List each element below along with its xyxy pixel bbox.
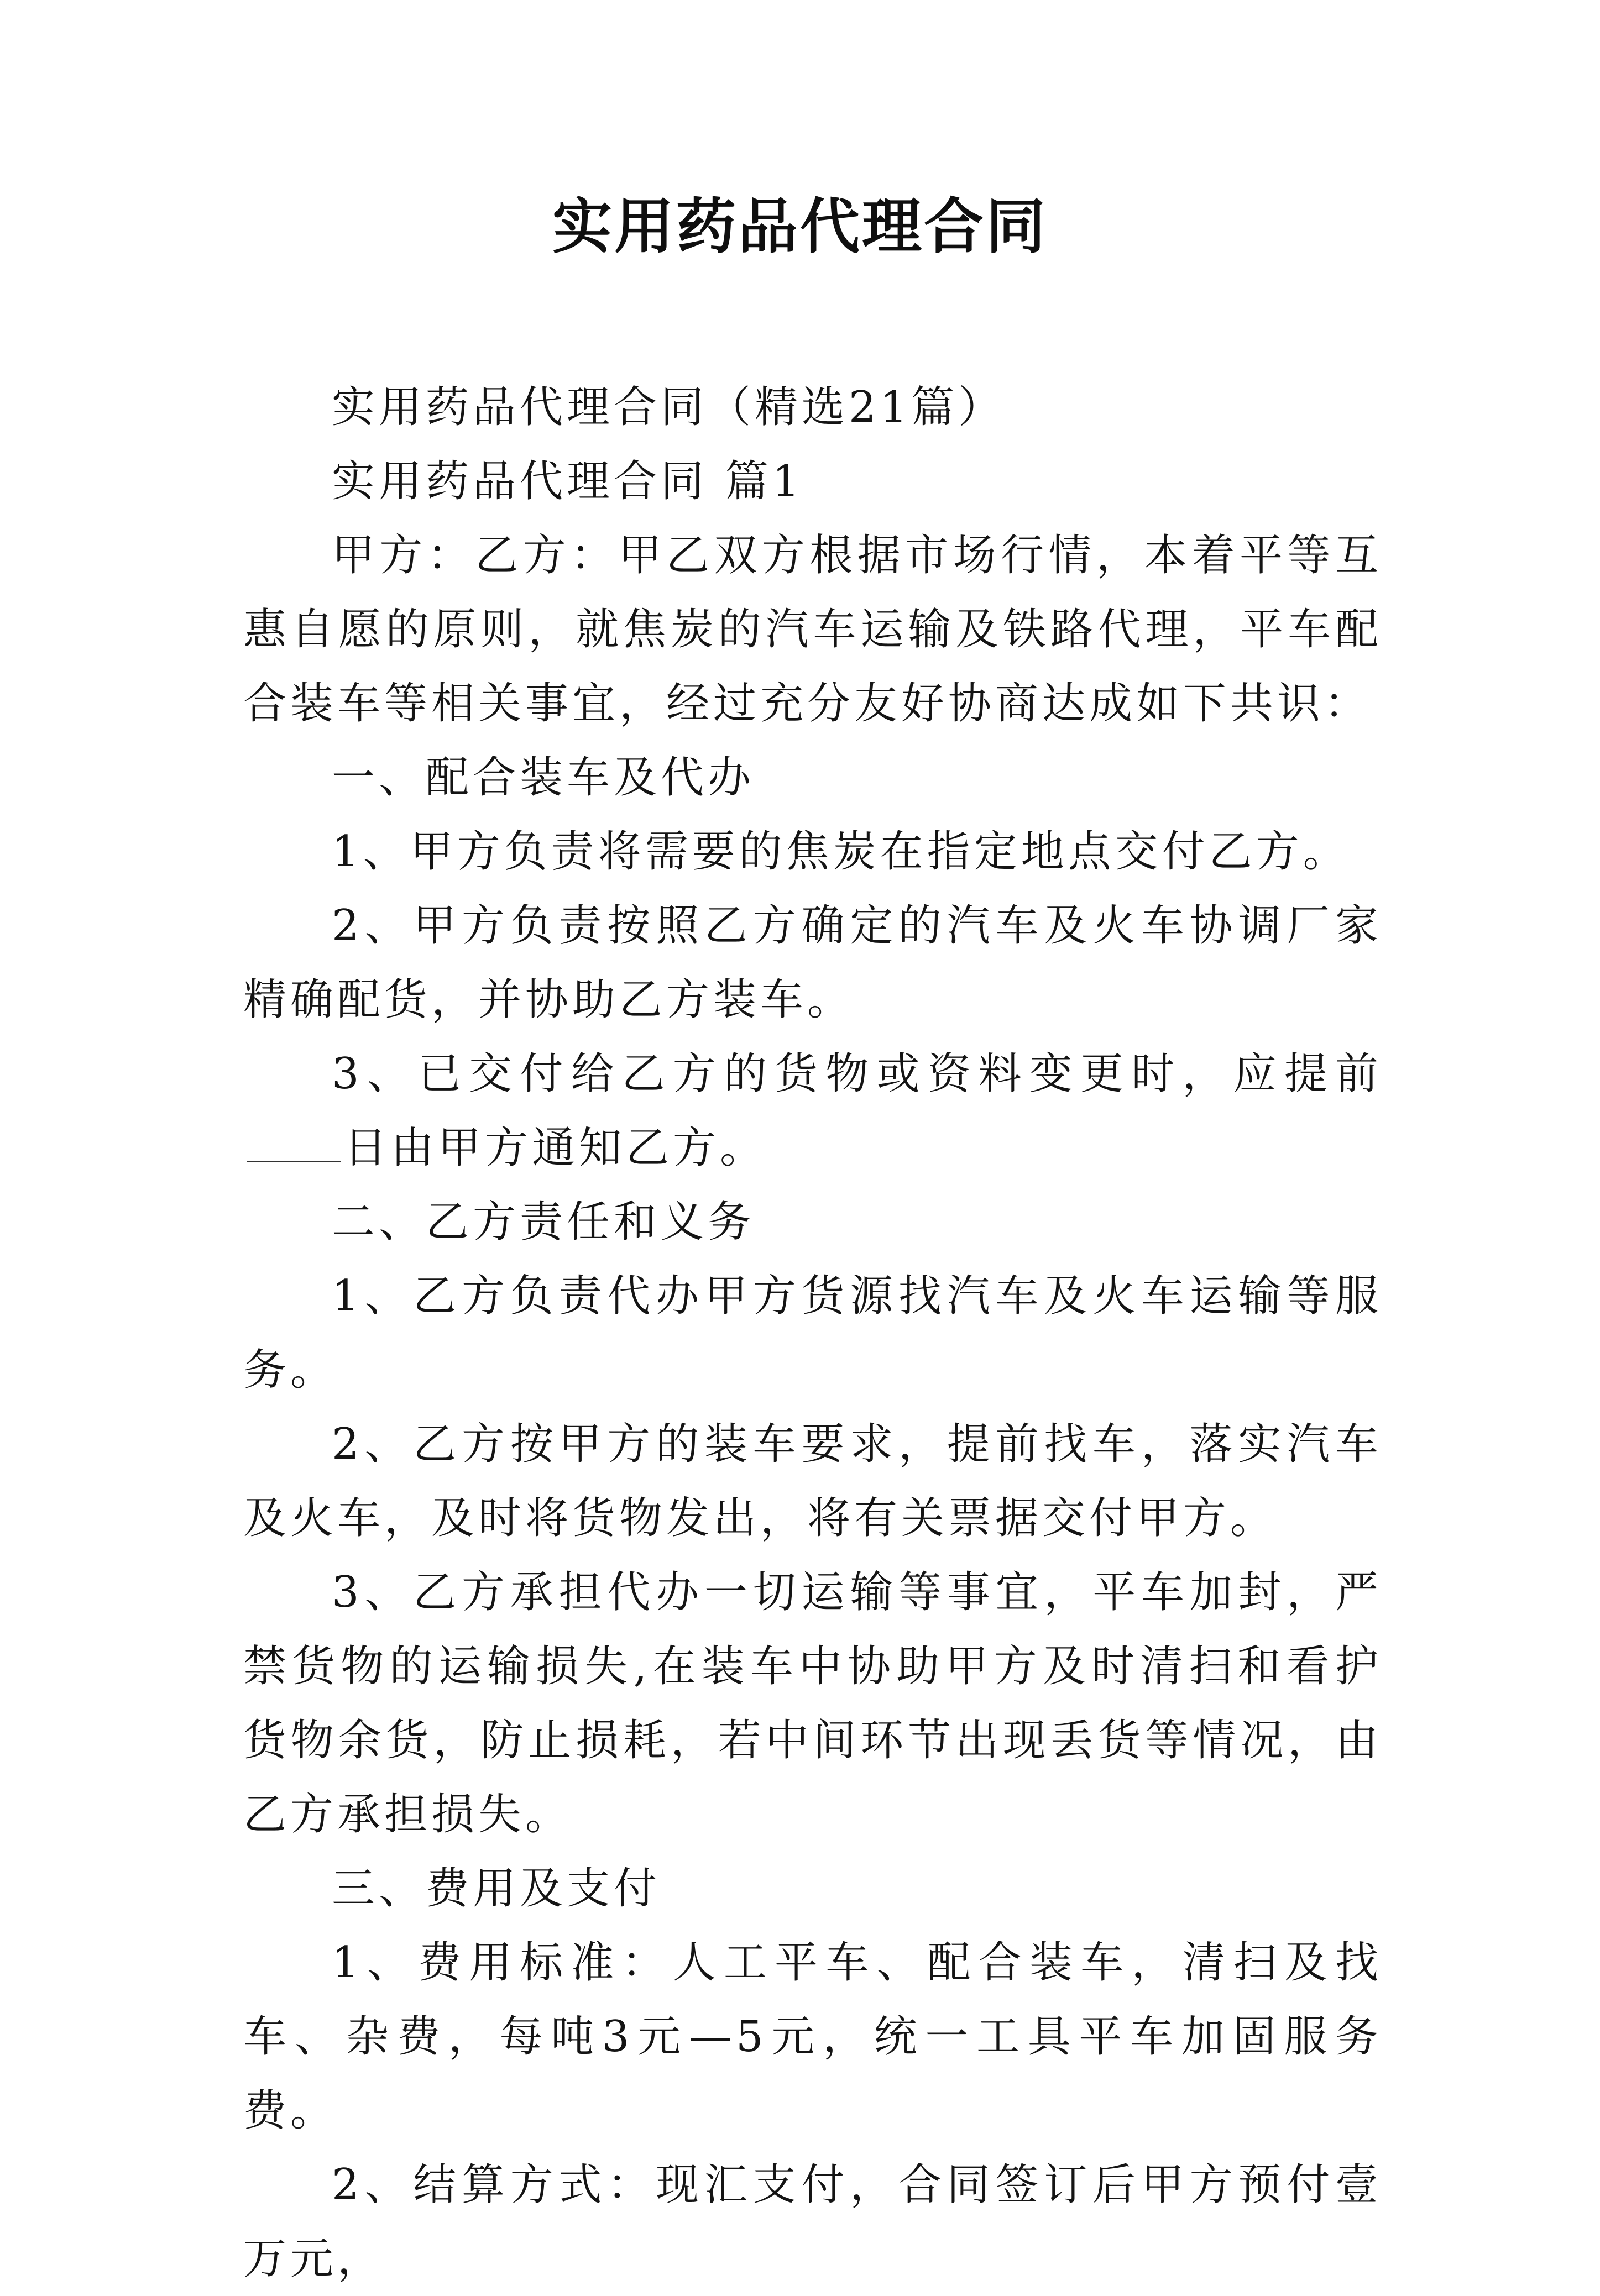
paragraph-preamble: 甲方：乙方：甲乙双方根据市场行情，本着平等互惠自愿的原则，就焦炭的汽车运输及铁路代理，平车配合装车等相关事宜，经过充分友好协商达成如下共识： xyxy=(243,531,1382,728)
paragraph-clause-2-1: 1、乙方负责代办甲方货源找汽车及火车运输等服务。 xyxy=(243,1271,1382,1395)
paragraph-clause-3-1: 1、费用标准：人工平车、配合装车，清扫及找车、杂费，每吨3元—5元，统一工具平车加固服务费。 xyxy=(243,1938,1382,2136)
paragraph-clause-3-2: 2、结算方式：现汇支付，合同签订后甲方预付壹万元， xyxy=(243,2160,1382,2284)
fill-in-blank xyxy=(247,1124,341,1162)
paragraph-clause-heading-1: 一、配合装车及代办 xyxy=(332,753,755,803)
paragraph-clause-2-2: 2、乙方按甲方的装车要求，提前找车，落实汽车及火车，及时将货物发出，将有关票据交付甲方。 xyxy=(243,1419,1382,1543)
clause-1-3-text-after: 日由甲方通知乙方。 xyxy=(344,1123,767,1173)
paragraph-clause-1-3 xyxy=(243,1037,1382,1185)
paragraph-subtitle: 实用药品代理合同（精选21篇） xyxy=(332,382,1006,432)
paragraph-clause-heading-3: 三、费用及支付 xyxy=(332,1864,661,1914)
paragraph-clause-2-3: 3、乙方承担代办一切运输等事宜，平车加封，严禁货物的运输损失,在装车中协助甲方及时清扫和看护货物余货，防止损耗，若中间环节出现丢货等情况，由乙方承担损失。 xyxy=(243,1568,1382,1839)
document-title: 实用药品代理合同 xyxy=(552,192,1048,261)
paragraph-clause-1-1: 1、甲方负责将需要的焦炭在指定地点交付乙方。 xyxy=(332,827,1350,877)
paragraph-clause-heading-2: 二、乙方责任和义务 xyxy=(332,1197,755,1247)
document-body xyxy=(243,370,1382,2296)
paragraph-section-heading: 实用药品代理合同 篇1 xyxy=(332,457,804,506)
paragraph-clause-1-2: 2、甲方负责按照乙方确定的汽车及火车协调厂家精确配货，并协助乙方装车。 xyxy=(243,901,1382,1025)
clause-1-3-text-before: 3、已交付给乙方的货物或资料变更时，应提前 xyxy=(332,1049,1382,1099)
